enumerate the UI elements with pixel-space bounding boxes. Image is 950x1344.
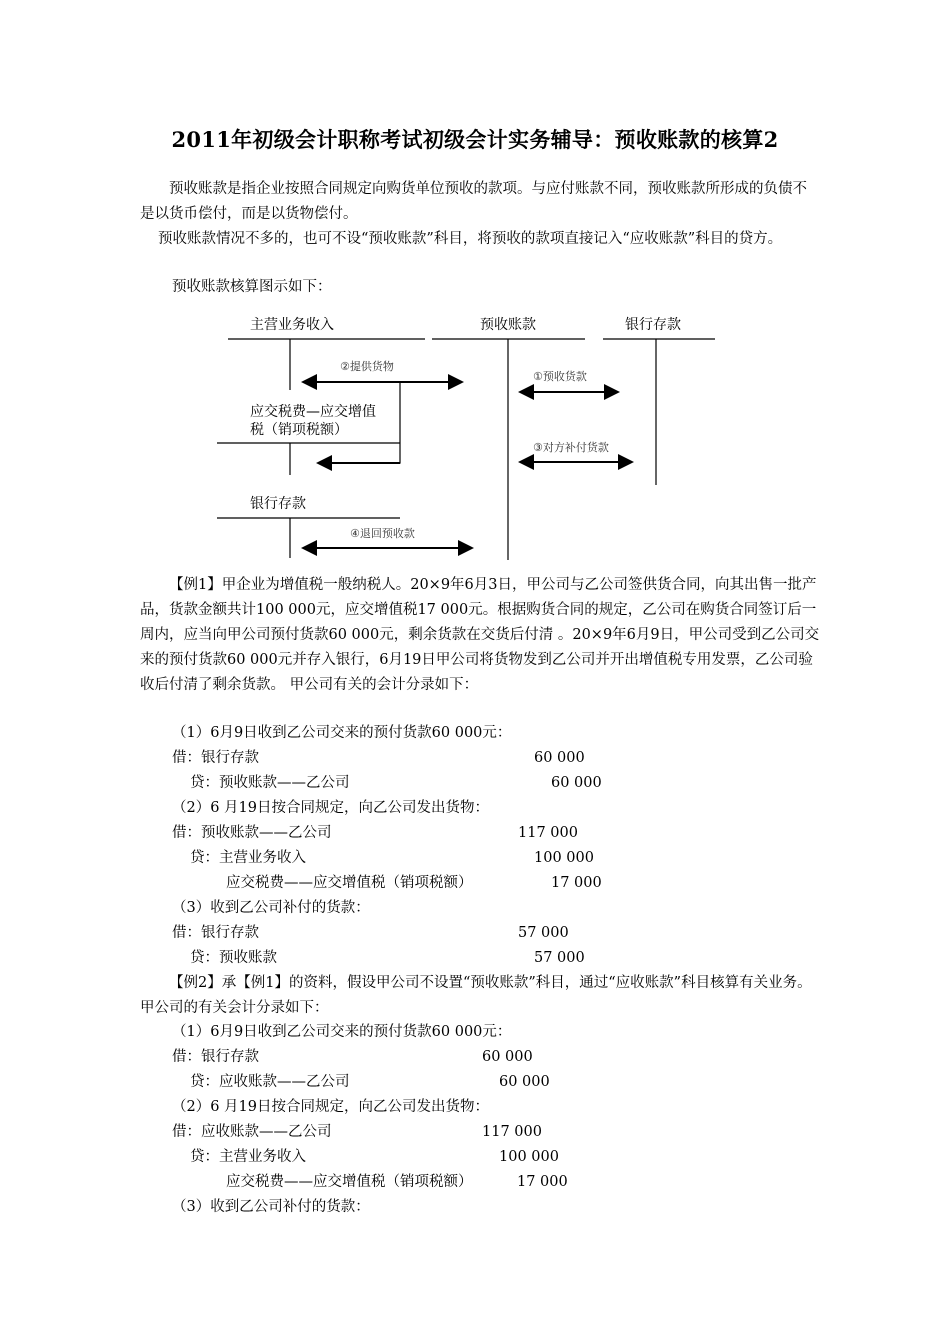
- ex1-step3-debit-amount: 57 000: [518, 925, 569, 941]
- ex1-step2-heading: （2）6 月19日按合同规定，向乙公司发出货物：: [172, 800, 490, 816]
- ex1-step3-credit: 贷：预收账款: [190, 950, 277, 966]
- page-title: 2011年初级会计职称考试初级会计实务辅导：预收账款的核算2: [171, 127, 779, 152]
- step4-label: ④退回预收款: [350, 527, 415, 540]
- ex1-step1-heading: （1）6月9日收到乙公司交来的预付货款60 000元：: [172, 725, 512, 741]
- ex2-step3-heading: （3）收到乙公司补付的货款：: [172, 1199, 370, 1215]
- ex2-step2-debit: 借：应收账款——乙公司: [172, 1124, 332, 1140]
- example2-paragraph: 【例2】承【例1】的资料，假设甲公司不设置“预收账款”科目，通过“应收账款”科目核算有关业务。甲公司的有关会计分录如下：: [140, 975, 812, 1016]
- ex2-step1-debit: 借：银行存款: [172, 1049, 259, 1065]
- account-advance-label: 预收账款: [480, 317, 536, 333]
- t-account-diagram: [200, 300, 740, 570]
- ex1-step1-debit-amount: 60 000: [534, 750, 585, 766]
- example1-paragraph: 【例1】甲企业为增值税一般纳税人。20×9年6月3日，甲公司与乙公司签供货合同，向其出售一批产品，货款金额共计100 000元，应交增值税17 000元。根据购货合同的规定，乙公司在购货合同签订后一周内，应当向甲公司预付货款60 000元，剩余货款在交货后付清 。20×9年6月9日，甲公司受到乙公司交来的预付货款60 000元并存入银行，6月19日甲公司将货物发到乙公司并开出增值税专用发票，乙公司验收后付清了剩余货款。 甲公司有关的会计分录如下：: [140, 577, 820, 693]
- ex1-step1-credit-amount: 60 000: [551, 775, 602, 791]
- ex2-step2-debit-amount: 117 000: [482, 1124, 542, 1140]
- ex2-step1-debit-amount: 60 000: [482, 1049, 533, 1065]
- ex1-step2-debit-amount: 117 000: [518, 825, 578, 841]
- account-revenue-label: 主营业务收入: [250, 317, 334, 333]
- ex2-step1-heading: （1）6月9日收到乙公司交来的预付货款60 000元：: [172, 1024, 512, 1040]
- ex1-step3-credit-amount: 57 000: [534, 950, 585, 966]
- ex1-step3-heading: （3）收到乙公司补付的货款：: [172, 900, 370, 916]
- account-tax-label-line2: 税（销项税额）: [250, 422, 348, 438]
- ex1-step1-credit: 贷：预收账款——乙公司: [190, 775, 350, 791]
- ex2-step2-heading: （2）6 月19日按合同规定，向乙公司发出货物：: [172, 1099, 490, 1115]
- ex2-step1-credit: 贷：应收账款——乙公司: [190, 1074, 350, 1090]
- ex2-step2-credit2-amount: 17 000: [517, 1174, 568, 1190]
- intro-paragraph-2: 预收账款情况不多的，也可不设“预收账款”科目，将预收的款项直接记入“应收账款”科目的贷方。: [158, 231, 783, 247]
- step1-label: ①预收货款: [533, 370, 587, 383]
- ex2-step2-credit2: 应交税费——应交增值税（销项税额）: [226, 1174, 473, 1190]
- ex2-step1-credit-amount: 60 000: [499, 1074, 550, 1090]
- account-bank-bottom-label: 银行存款: [250, 496, 306, 512]
- ex1-step1-debit: 借：银行存款: [172, 750, 259, 766]
- ex1-step3-debit: 借：银行存款: [172, 925, 259, 941]
- ex1-step2-credit1-amount: 100 000: [534, 850, 594, 866]
- step2-label: ②提供货物: [340, 360, 394, 373]
- ex2-step2-credit1-amount: 100 000: [499, 1149, 559, 1165]
- ex1-step2-credit1: 贷：主营业务收入: [190, 850, 306, 866]
- account-bank-top-label: 银行存款: [625, 317, 681, 333]
- ex1-step2-debit: 借：预收账款——乙公司: [172, 825, 332, 841]
- ex1-step2-credit2-amount: 17 000: [551, 875, 602, 891]
- ex1-step2-credit2: 应交税费——应交增值税（销项税额）: [226, 875, 473, 891]
- account-tax-label-line1: 应交税费—应交增值: [250, 404, 376, 420]
- intro-paragraph-3: 预收账款核算图示如下：: [172, 279, 332, 295]
- ex2-step2-credit1: 贷：主营业务收入: [190, 1149, 306, 1165]
- step3-label: ③对方补付货款: [533, 441, 609, 454]
- intro-paragraph-1: 预收账款是指企业按照合同规定向购货单位预收的款项。与应付账款不同，预收账款所形成的负债不是以货币偿付，而是以货物偿付。: [140, 181, 807, 222]
